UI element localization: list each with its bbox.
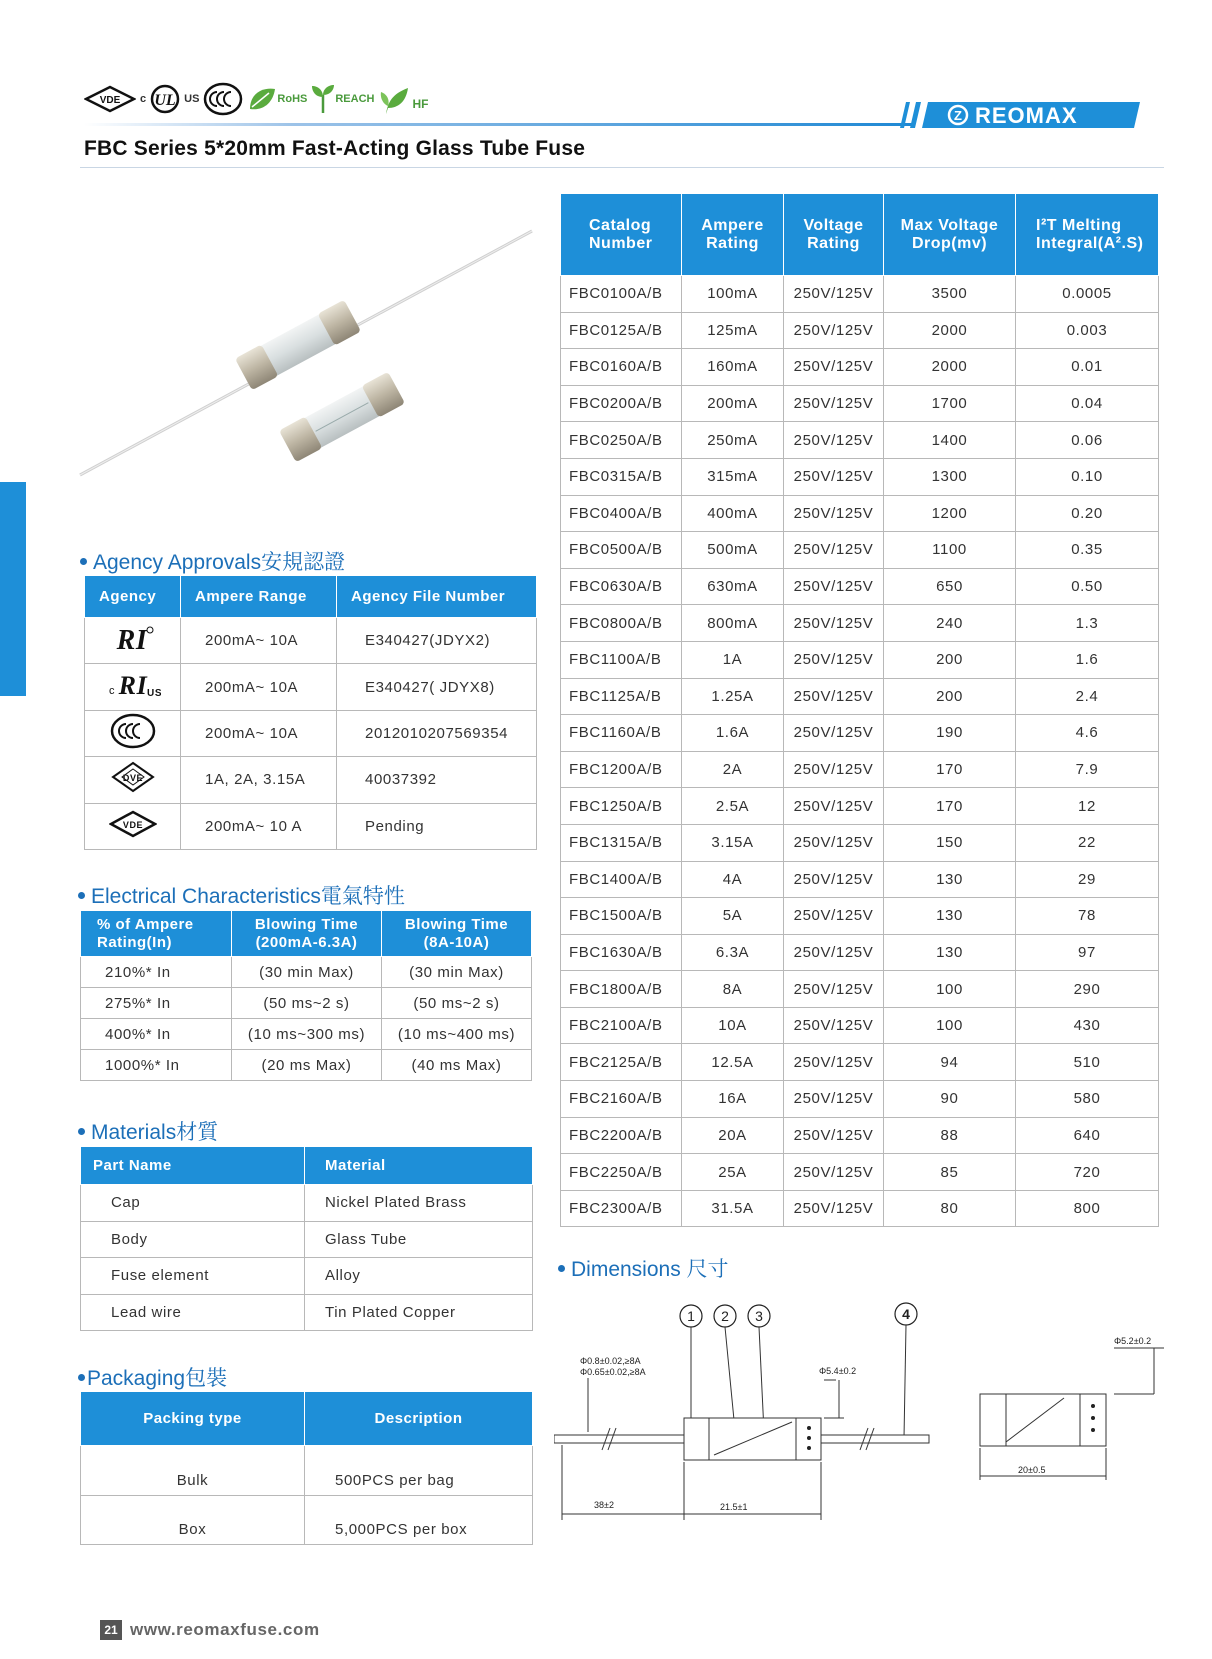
voltage-drop-cell: 94 [884, 1044, 1016, 1081]
svg-text:VDE: VDE [99, 95, 121, 106]
callout-1 [680, 1305, 702, 1327]
table-row [561, 276, 1159, 313]
i2t-cell: 0.20 [1016, 495, 1159, 532]
packaging-header-description: Description [305, 1392, 533, 1446]
table-row: 210%* In (30 min Max) (30 min Max) [81, 957, 532, 988]
voltage-drop-cell: 130 [884, 898, 1016, 935]
agency-header-file: Agency File Number [337, 576, 537, 618]
catalog-number-cell: FBC1630A/B [561, 934, 682, 971]
ampere-rating-cell: 125mA [682, 312, 784, 349]
i2t-cell: 22 [1016, 824, 1159, 861]
header-rule [84, 123, 914, 126]
i2t-cell: 510 [1016, 1044, 1159, 1081]
ampere-rating-cell: 10A [682, 1007, 784, 1044]
lead-length-label: 38±2 [594, 1500, 614, 1510]
materials-header-part: Part Name [81, 1147, 305, 1185]
dimensions-heading: Dimensions 尺寸 [558, 1253, 729, 1283]
table-row [561, 715, 1159, 752]
i2t-cell: 0.06 [1016, 422, 1159, 459]
materials-table [80, 1146, 533, 1331]
dve-icon [85, 757, 181, 803]
callout-4 [895, 1303, 917, 1325]
table-row [561, 1044, 1159, 1081]
callout-2 [714, 1305, 736, 1327]
voltage-drop-cell: 1300 [884, 458, 1016, 495]
voltage-rating-cell: 250V/125V [784, 751, 884, 788]
cap-diameter-label: Φ5.4±0.2 [819, 1366, 857, 1376]
svg-text:REOMAX: REOMAX [975, 103, 1078, 128]
table-row: 400%* In (10 ms~300 ms) (10 ms~400 ms) [81, 1019, 532, 1050]
table-row [561, 1190, 1159, 1227]
i2t-cell: 0.01 [1016, 349, 1159, 386]
table-row: RI 200mA~ 10A E340427(JDYX2) [85, 618, 537, 664]
catalog-number-cell: FBC0250A/B [561, 422, 682, 459]
table-row: 275%* In (50 ms~2 s) (50 ms~2 s) [81, 988, 532, 1019]
culus-icon [85, 664, 181, 710]
ul-icon [85, 618, 181, 664]
voltage-drop-cell: 130 [884, 861, 1016, 898]
voltage-drop-cell: 80 [884, 1190, 1016, 1227]
svg-text:Z: Z [954, 108, 962, 123]
catalog-number-cell: FBC1125A/B [561, 678, 682, 715]
materials-heading: Materials材質 [78, 1116, 218, 1146]
voltage-rating-cell: 250V/125V [784, 532, 884, 569]
catalog-number-cell: FBC0500A/B [561, 532, 682, 569]
i2t-cell: 0.50 [1016, 568, 1159, 605]
table-row: 200mA~ 10A 2012010207569354 [85, 710, 537, 756]
catalog-header-catalog-number: Catalog Number [561, 194, 682, 276]
table-row [561, 971, 1159, 1008]
table-row [561, 788, 1159, 825]
ampere-rating-cell: 3.15A [682, 824, 784, 861]
ampere-rating-cell: 6.3A [682, 934, 784, 971]
i2t-cell: 2.4 [1016, 678, 1159, 715]
materials-header-material: Material [305, 1147, 533, 1185]
voltage-drop-cell: 1400 [884, 422, 1016, 459]
voltage-drop-cell: 85 [884, 1154, 1016, 1191]
voltage-rating-cell: 250V/125V [784, 824, 884, 861]
agency-heading: Agency Approvals安規認證 [80, 546, 345, 576]
voltage-drop-cell: 2000 [884, 349, 1016, 386]
agency-table [84, 575, 537, 850]
voltage-rating-cell: 250V/125V [784, 458, 884, 495]
table-row [561, 568, 1159, 605]
catalog-number-cell: FBC2300A/B [561, 1190, 682, 1227]
voltage-rating-cell: 250V/125V [784, 788, 884, 825]
voltage-rating-cell: 250V/125V [784, 312, 884, 349]
table-row [561, 934, 1159, 971]
vde-icon [85, 803, 181, 849]
table-row: 1000%* In (20 ms Max) (40 ms Max) [81, 1050, 532, 1081]
voltage-rating-cell: 250V/125V [784, 971, 884, 1008]
catalog-number-cell: FBC0315A/B [561, 458, 682, 495]
ampere-rating-cell: 20A [682, 1117, 784, 1154]
materials-header-row [81, 1147, 533, 1185]
catalog-number-cell: FBC1200A/B [561, 751, 682, 788]
catalog-number-cell: FBC2100A/B [561, 1007, 682, 1044]
electrical-header-time-high: Blowing Time (8A-10A) [382, 911, 532, 957]
i2t-cell: 1.3 [1016, 605, 1159, 642]
i2t-cell: 0.003 [1016, 312, 1159, 349]
table-row [561, 861, 1159, 898]
voltage-rating-cell: 250V/125V [784, 1007, 884, 1044]
voltage-rating-cell: 250V/125V [784, 568, 884, 605]
table-row [561, 751, 1159, 788]
wire-diameter-label-2: Φ0.65±0.02,≥8A [580, 1367, 646, 1377]
electrical-header-time-low: Blowing Time (200mA-6.3A) [232, 911, 382, 957]
voltage-rating-cell: 250V/125V [784, 495, 884, 532]
catalog-number-cell: FBC0100A/B [561, 276, 682, 313]
leaf-icon: HF [378, 82, 428, 116]
table-row [561, 349, 1159, 386]
fuse-diameter-label: Φ5.2±0.2 [1114, 1336, 1152, 1346]
voltage-drop-cell: 170 [884, 788, 1016, 825]
table-row: Body Glass Tube [81, 1221, 533, 1258]
catalog-number-cell: FBC0400A/B [561, 495, 682, 532]
vde-icon [84, 85, 136, 113]
catalog-number-cell: FBC0125A/B [561, 312, 682, 349]
catalog-number-cell: FBC1500A/B [561, 898, 682, 935]
voltage-drop-cell: 100 [884, 971, 1016, 1008]
voltage-rating-cell: 250V/125V [784, 641, 884, 678]
ampere-rating-cell: 5A [682, 898, 784, 935]
ccc-icon [203, 82, 243, 116]
i2t-cell: 97 [1016, 934, 1159, 971]
agency-header-agency: Agency [85, 576, 181, 618]
catalog-header-voltage-drop: Max Voltage Drop(mv) [884, 194, 1016, 276]
table-row [561, 605, 1159, 642]
voltage-rating-cell: 250V/125V [784, 605, 884, 642]
i2t-cell: 4.6 [1016, 715, 1159, 752]
ampere-rating-cell: 1.25A [682, 678, 784, 715]
table-row [561, 532, 1159, 569]
ampere-rating-cell: 160mA [682, 349, 784, 386]
side-tab-marker [0, 482, 26, 696]
ampere-rating-cell: 100mA [682, 276, 784, 313]
catalog-number-cell: FBC2125A/B [561, 1044, 682, 1081]
ampere-rating-cell: 630mA [682, 568, 784, 605]
voltage-drop-cell: 1700 [884, 385, 1016, 422]
brand-logo [900, 102, 1140, 128]
voltage-rating-cell: 250V/125V [784, 898, 884, 935]
packaging-header-type: Packing type [81, 1392, 305, 1446]
table-row: DVE 1A, 2A, 3.15A 40037392 [85, 757, 537, 803]
i2t-cell: 800 [1016, 1190, 1159, 1227]
table-row: Bulk 500PCS per bag [81, 1446, 533, 1496]
ampere-rating-cell: 315mA [682, 458, 784, 495]
voltage-drop-cell: 88 [884, 1117, 1016, 1154]
catalog-number-cell: FBC1250A/B [561, 788, 682, 825]
voltage-drop-cell: 1100 [884, 532, 1016, 569]
catalog-header-voltage: Voltage Rating [784, 194, 884, 276]
ampere-rating-cell: 31.5A [682, 1190, 784, 1227]
i2t-cell: 78 [1016, 898, 1159, 935]
i2t-cell: 1.6 [1016, 641, 1159, 678]
table-row [561, 1007, 1159, 1044]
svg-text:4: 4 [902, 1306, 910, 1322]
ampere-rating-cell: 8A [682, 971, 784, 1008]
voltage-rating-cell: 250V/125V [784, 1081, 884, 1118]
voltage-drop-cell: 200 [884, 641, 1016, 678]
voltage-rating-cell: 250V/125V [784, 861, 884, 898]
i2t-cell: 0.35 [1016, 532, 1159, 569]
packaging-table [80, 1391, 533, 1545]
voltage-rating-cell: 250V/125V [784, 1190, 884, 1227]
ccc-icon [85, 710, 181, 756]
table-row [561, 1117, 1159, 1154]
voltage-rating-cell: 250V/125V [784, 422, 884, 459]
callout-3 [748, 1305, 770, 1327]
electrical-header-rating: % of Ampere Rating(In) [81, 911, 232, 957]
ampere-rating-cell: 4A [682, 861, 784, 898]
i2t-cell: 0.04 [1016, 385, 1159, 422]
i2t-cell: 12 [1016, 788, 1159, 825]
voltage-drop-cell: 3500 [884, 276, 1016, 313]
catalog-number-cell: FBC1315A/B [561, 824, 682, 861]
ampere-rating-cell: 2A [682, 751, 784, 788]
voltage-drop-cell: 130 [884, 934, 1016, 971]
fuse-length-label: 20±0.5 [1018, 1465, 1046, 1475]
table-row [561, 898, 1159, 935]
table-row [561, 1154, 1159, 1191]
table-row [561, 458, 1159, 495]
table-row: Lead wire Tin Plated Copper [81, 1294, 533, 1331]
table-row [561, 495, 1159, 532]
ampere-rating-cell: 500mA [682, 532, 784, 569]
packaging-header-row [81, 1392, 533, 1446]
dimension-drawing [554, 1290, 1174, 1530]
i2t-cell: 430 [1016, 1007, 1159, 1044]
ampere-rating-cell: 2.5A [682, 788, 784, 825]
catalog-table [560, 193, 1159, 1227]
voltage-drop-cell: 1200 [884, 495, 1016, 532]
electrical-table [80, 910, 532, 1081]
voltage-rating-cell: 250V/125V [784, 934, 884, 971]
packaging-heading: Packaging包裝 [78, 1362, 227, 1392]
voltage-drop-cell: 240 [884, 605, 1016, 642]
table-row [561, 641, 1159, 678]
electrical-heading: Electrical Characteristics電氣特性 [78, 880, 405, 910]
ampere-rating-cell: 400mA [682, 495, 784, 532]
svg-text:DVE: DVE [122, 772, 143, 783]
voltage-drop-cell: 150 [884, 824, 1016, 861]
voltage-drop-cell: 90 [884, 1081, 1016, 1118]
voltage-rating-cell: 250V/125V [784, 385, 884, 422]
voltage-rating-cell: 250V/125V [784, 276, 884, 313]
page-number: 21 [100, 1620, 122, 1640]
table-row [561, 422, 1159, 459]
table-row: Fuse element Alloy [81, 1258, 533, 1295]
catalog-number-cell: FBC0800A/B [561, 605, 682, 642]
title-rule [80, 167, 1164, 168]
svg-text:VDE: VDE [122, 820, 143, 831]
voltage-rating-cell: 250V/125V [784, 349, 884, 386]
catalog-number-cell: FBC0200A/B [561, 385, 682, 422]
ampere-rating-cell: 12.5A [682, 1044, 784, 1081]
voltage-rating-cell: 250V/125V [784, 1044, 884, 1081]
ampere-rating-cell: 800mA [682, 605, 784, 642]
website-link[interactable]: www.reomaxfuse.com [130, 1620, 320, 1639]
table-row: VDE 200mA~ 10 A Pending [85, 803, 537, 849]
svg-text:3: 3 [755, 1308, 763, 1324]
table-row [561, 1081, 1159, 1118]
page-title: FBC Series 5*20mm Fast-Acting Glass Tube Fuse [84, 137, 586, 160]
i2t-cell: 7.9 [1016, 751, 1159, 788]
table-row [561, 312, 1159, 349]
svg-text:2: 2 [721, 1308, 729, 1324]
ampere-rating-cell: 25A [682, 1154, 784, 1191]
catalog-header-ampere: Ampere Rating [682, 194, 784, 276]
ampere-rating-cell: 1.6A [682, 715, 784, 752]
table-row: Box 5,000PCS per box [81, 1495, 533, 1545]
catalog-header-i2t: I²T Melting Integral(A².S) [1016, 194, 1159, 276]
voltage-drop-cell: 650 [884, 568, 1016, 605]
voltage-drop-cell: 200 [884, 678, 1016, 715]
voltage-rating-cell: 250V/125V [784, 1154, 884, 1191]
catalog-number-cell: FBC1160A/B [561, 715, 682, 752]
table-row [561, 678, 1159, 715]
table-row [561, 824, 1159, 861]
certification-logos [84, 78, 428, 120]
voltage-drop-cell: 2000 [884, 312, 1016, 349]
i2t-cell: 0.10 [1016, 458, 1159, 495]
svg-text:RI: RI [116, 624, 147, 656]
agency-header-range: Ampere Range [181, 576, 337, 618]
catalog-number-cell: FBC2200A/B [561, 1117, 682, 1154]
catalog-number-cell: FBC1100A/B [561, 641, 682, 678]
i2t-cell: 0.0005 [1016, 276, 1159, 313]
leaf-icon: RoHS [247, 85, 307, 113]
svg-text:UL: UL [154, 92, 176, 109]
fuse-product-photo [76, 225, 536, 490]
ampere-rating-cell: 1A [682, 641, 784, 678]
table-row: Cap Nickel Plated Brass [81, 1185, 533, 1222]
svg-text:c: c [108, 685, 115, 698]
wire-diameter-label: Φ0.8±0.02,≥8A [580, 1356, 641, 1366]
culus-icon: c UL US [140, 84, 199, 114]
footer [100, 1620, 320, 1640]
sprout-icon: REACH [311, 83, 374, 115]
electrical-header-row [81, 911, 532, 957]
ampere-rating-cell: 16A [682, 1081, 784, 1118]
body-length-label: 21.5±1 [720, 1502, 748, 1512]
voltage-rating-cell: 250V/125V [784, 678, 884, 715]
voltage-drop-cell: 190 [884, 715, 1016, 752]
svg-text:1: 1 [687, 1308, 695, 1324]
catalog-number-cell: FBC1800A/B [561, 971, 682, 1008]
catalog-number-cell: FBC0160A/B [561, 349, 682, 386]
voltage-rating-cell: 250V/125V [784, 1117, 884, 1154]
catalog-number-cell: FBC1400A/B [561, 861, 682, 898]
i2t-cell: 580 [1016, 1081, 1159, 1118]
table-row [561, 385, 1159, 422]
voltage-drop-cell: 100 [884, 1007, 1016, 1044]
catalog-header-row [561, 194, 1159, 276]
i2t-cell: 640 [1016, 1117, 1159, 1154]
i2t-cell: 29 [1016, 861, 1159, 898]
table-row: c RI US 200mA~ 10A E340427( JDYX8) [85, 664, 537, 710]
catalog-number-cell: FBC2160A/B [561, 1081, 682, 1118]
svg-text:US: US [146, 688, 161, 700]
ampere-rating-cell: 200mA [682, 385, 784, 422]
voltage-drop-cell: 170 [884, 751, 1016, 788]
voltage-rating-cell: 250V/125V [784, 715, 884, 752]
ampere-rating-cell: 250mA [682, 422, 784, 459]
catalog-number-cell: FBC2250A/B [561, 1154, 682, 1191]
agency-header-row [85, 576, 537, 618]
i2t-cell: 720 [1016, 1154, 1159, 1191]
i2t-cell: 290 [1016, 971, 1159, 1008]
svg-text:RI: RI [118, 671, 147, 701]
catalog-number-cell: FBC0630A/B [561, 568, 682, 605]
